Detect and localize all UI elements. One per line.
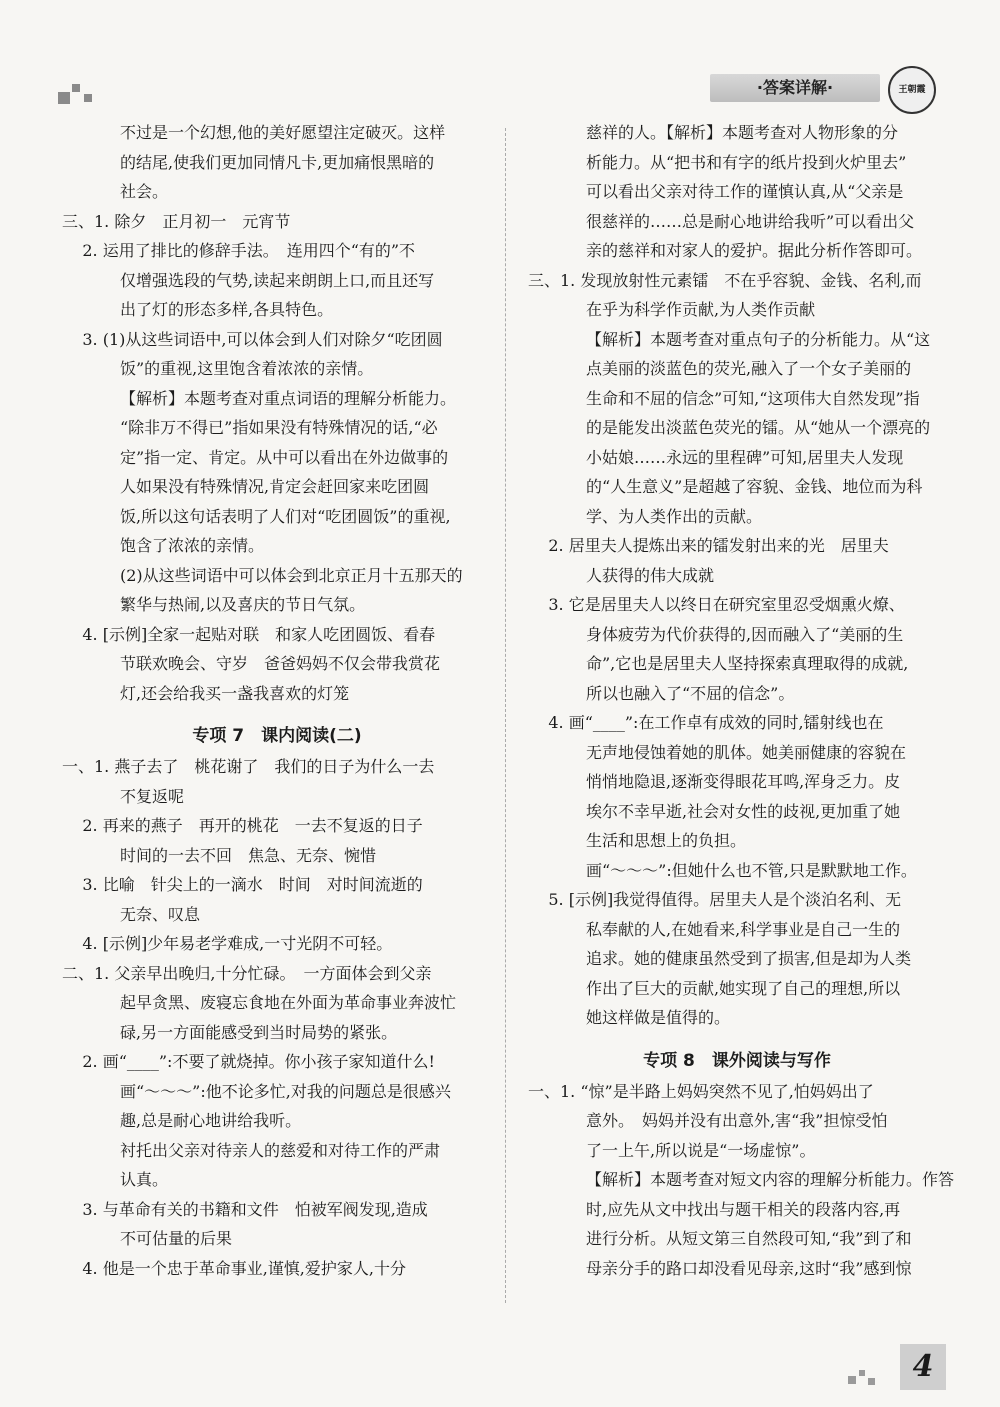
answer-line: 出了灯的形态多样,各具特色。 <box>120 300 334 319</box>
answer-line: 不过是一个幻想,他的美好愿望注定破灭。这样 <box>120 123 446 142</box>
answer-line: 3. 比喻 针尖上的一滴水 时间 对时间流逝的 <box>62 875 423 894</box>
section-heading: 专项 7 课内阅读(二) <box>192 726 362 746</box>
answer-line: 慈祥的人。【解析】本题考查对人物形象的分 <box>586 123 899 142</box>
left-column <box>62 118 492 1283</box>
answer-line: 追求。她的健康虽然受到了损害,但是却为人类 <box>586 949 912 968</box>
answer-line: 人如果没有特殊情况,肯定会赶回家来吃团圆 <box>120 477 430 496</box>
answer-line: 无奈、叹息 <box>120 904 201 924</box>
answer-line: 2. 再来的燕子 再开的桃花 一去不复返的日子 <box>62 816 423 835</box>
answer-line: 起早贪黑、废寝忘食地在外面为革命事业奔波忙 <box>120 993 457 1012</box>
answer-line: 趣,总是耐心地讲给我听。 <box>120 1111 302 1130</box>
answer-line: 5. [示例]我觉得值得。居里夫人是个淡泊名利、无 <box>528 890 902 909</box>
answer-line: 认真。 <box>120 1170 169 1189</box>
answer-line: 私奉献的人,在她看来,科学事业是自己一生的 <box>586 919 901 939</box>
answer-line: 饱含了浓浓的亲情。 <box>120 536 265 555</box>
answer-line: 的是能发出淡蓝色荧光的镭。从“她从一个漂亮的 <box>586 418 931 437</box>
answer-line: 2. 居里夫人提炼出来的镭发射出来的光 居里夫 <box>528 536 889 555</box>
answer-line: 一、1. “惊”是半路上妈妈突然不见了,怕妈妈出了 <box>528 1081 874 1101</box>
answer-line: 衬托出父亲对待亲人的慈爱和对待工作的严肃 <box>120 1140 441 1160</box>
section-heading: 专项 8 课外阅读与写作 <box>643 1050 831 1071</box>
footer-decoration <box>848 1370 888 1386</box>
answer-line: 亲的慈祥和对家人的爱护。据此分析作答即可。 <box>586 241 923 260</box>
answer-line: 身体疲劳为代价获得的,因而融入了“美丽的生 <box>586 624 904 644</box>
answer-line: 时,应先从文中找出与题干相关的段落内容,再 <box>586 1199 901 1219</box>
answer-line: 4. 他是一个忠于革命事业,谨慎,爱护家人,十分 <box>62 1258 406 1278</box>
answer-line: 三、1. 发现放射性元素镭 不在乎容貌、金钱、名利,而 <box>528 270 922 290</box>
brand-logo: 王朝霞 <box>888 66 936 114</box>
header-decoration <box>58 80 108 108</box>
answer-line: 仅增强选段的气势,读起来朗朗上口,而且还写 <box>120 270 435 290</box>
answer-line: 饭”的重视,这里饱含着浓浓的亲情。 <box>120 359 374 378</box>
answer-line: 生活和思想上的负担。 <box>586 831 747 850</box>
answer-line: 的结尾,使我们更加同情凡卡,更加痛恨黑暗的 <box>120 152 435 172</box>
answer-line: 生命和不屈的信念”可知,“这项伟大自然发现”指 <box>586 388 920 408</box>
answer-line: 无声地侵蚀着她的肌体。她美丽健康的容貌在 <box>586 742 907 762</box>
answer-line: 母亲分手的路口却没看见母亲,这时“我”感到惊 <box>586 1258 912 1278</box>
answer-line: 进行分析。从短文第三自然段可知,“我”到了和 <box>586 1229 912 1248</box>
answer-line: 在乎为科学作贡献,为人类作贡献 <box>586 300 816 319</box>
answer-line: 4. [示例]全家一起贴对联 和家人吃团圆饭、看春 <box>62 624 436 644</box>
answer-line: 她这样做是值得的。 <box>586 1008 731 1027</box>
answer-line: 埃尔不幸早逝,社会对女性的歧视,更加重了她 <box>586 801 901 821</box>
page-number: 4 <box>900 1344 946 1390</box>
answer-line: 的“人生意义”是超越了容貌、金钱、地位而为科 <box>586 477 923 496</box>
answer-line: 可以看出父亲对待工作的谨慎认真,从“父亲是 <box>586 182 904 201</box>
answer-line: 学、为人类作出的贡献。 <box>586 506 763 526</box>
answer-line: 灯,还会给我买一盏我喜欢的灯笼 <box>120 683 350 703</box>
answer-line: “除非万不得已”指如果没有特殊情况的话,“必 <box>120 418 438 437</box>
answer-line: 2. 运用了排比的修辞手法。 连用四个“有的”不 <box>62 241 416 260</box>
answer-line: 繁华与热闹,以及喜庆的节日气氛。 <box>120 595 366 614</box>
answer-line: 命”,它也是居里夫人坚持探索真理取得的成就, <box>586 654 909 673</box>
answer-line: 2. 画“____”:不要了就烧掉。你小孩子家知道什么! <box>62 1052 435 1071</box>
answer-line: 碌,另一方面能感受到当时局势的紧张。 <box>120 1022 398 1042</box>
answer-line: 4. 画“____”:在工作卓有成效的同时,镭射线也在 <box>528 713 884 732</box>
answer-line: 一、1. 燕子去了 桃花谢了 我们的日子为什么一去 <box>62 757 435 776</box>
answer-line: 不可估量的后果 <box>120 1229 233 1248</box>
right-column <box>528 118 955 1283</box>
answer-line: 析能力。从“把书和有字的纸片投到火炉里去” <box>586 152 907 172</box>
header-label: ·答案详解· <box>710 74 880 102</box>
answer-line: 了一上午,所以说是“一场虚惊”。 <box>586 1140 816 1160</box>
answer-line: 时间的一去不回 焦急、无奈、惋惜 <box>120 845 377 865</box>
answer-line: 悄悄地隐退,逐渐变得眼花耳鸣,浑身乏力。皮 <box>586 772 901 791</box>
answer-line: 社会。 <box>120 182 169 201</box>
answer-line: 不复返呢 <box>120 786 185 806</box>
answer-line: 二、1. 父亲早出晚归,十分忙碌。 一方面体会到父亲 <box>62 963 432 983</box>
answer-line: 饭,所以这句话表明了人们对“吃团圆饭”的重视, <box>120 506 451 526</box>
answer-line: 很慈祥的……总是耐心地讲给我听”可以看出父 <box>586 211 915 231</box>
answer-line: 3. (1)从这些词语中,可以体会到人们对除夕“吃团圆 <box>62 329 443 349</box>
answer-line: 【解析】本题考查对短文内容的理解分析能力。作答 <box>586 1170 955 1189</box>
answer-line: 节联欢晚会、守岁 爸爸妈妈不仅会带我赏花 <box>120 654 441 673</box>
answer-line: 所以也融入了“不屈的信念”。 <box>586 683 795 703</box>
answer-line: 定”指一定、肯定。从中可以看出在外边做事的 <box>120 447 449 467</box>
answer-line: 三、1. 除夕 正月初一 元宵节 <box>62 211 291 231</box>
answer-line: 点美丽的淡蓝色的荧光,融入了一个女子美丽的 <box>586 359 912 378</box>
answer-line: 作出了巨大的贡献,她实现了自己的理想,所以 <box>586 978 901 998</box>
answer-line: 3. 它是居里夫人以终日在研究室里忍受烟熏火燎、 <box>528 595 905 614</box>
answer-line: 4. [示例]少年易老学难成,一寸光阴不可轻。 <box>62 934 393 953</box>
answer-line: 画“～～～”:他不论多忙,对我的问题总是很感兴 <box>120 1081 451 1101</box>
column-divider <box>505 128 506 1303</box>
answer-line: (2)从这些词语中可以体会到北京正月十五那天的 <box>120 565 463 585</box>
answer-line: 意外。 妈妈并没有出意外,害“我”担惊受怕 <box>586 1111 888 1130</box>
answer-line: 【解析】本题考查对重点句子的分析能力。从“这 <box>586 329 931 349</box>
answer-line: 3. 与革命有关的书籍和文件 怕被军阀发现,造成 <box>62 1199 428 1219</box>
answer-line: 【解析】本题考查对重点词语的理解分析能力。 <box>120 388 457 408</box>
answer-line: 小姑娘……永远的里程碑”可知,居里夫人发现 <box>586 447 904 467</box>
answer-line: 画“～～～”:但她什么也不管,只是默默地工作。 <box>586 860 917 880</box>
answer-line: 人获得的伟大成就 <box>586 565 715 585</box>
